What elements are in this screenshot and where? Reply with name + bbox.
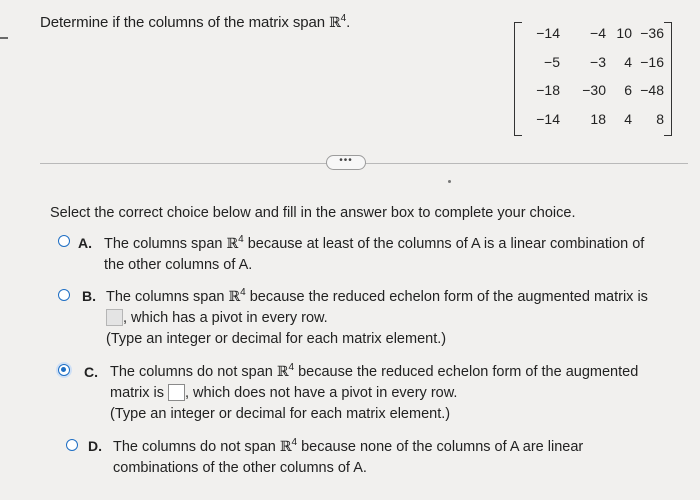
option-d-text: The columns do not span ℝ$^4$ because none of the columns of A are linear combinations of the other columns of A. — [113, 437, 584, 476]
matrix-cell: −5 — [544, 54, 560, 70]
matrix-cell: −4 — [590, 25, 606, 41]
matrix-cell: −18 — [536, 82, 560, 98]
answer-box-c[interactable] — [168, 384, 185, 401]
matrix-cell: 6 — [624, 82, 632, 98]
option-c-letter: C. — [84, 364, 98, 380]
left-edge-marker — [0, 37, 8, 39]
option-c-text: The columns do not span ℝ$^4$ because the reduced echelon form of the augmented matrix is , which does not have a pivot in every row. (Type an integer or decimal for each matrix element.) — [110, 362, 639, 422]
option-a-text: The columns span ℝ$^4$ because at least of the columns of A is a linear combination of the other columns of A. — [104, 234, 645, 273]
small-dot — [448, 180, 451, 183]
matrix-cell: −16 — [640, 54, 664, 70]
option-d-letter: D. — [88, 438, 102, 454]
more-options-button[interactable]: ••• — [326, 155, 366, 170]
question-prompt: Determine if the columns of the matrix span ℝ$^4$. — [40, 13, 351, 31]
option-a-letter: A. — [78, 235, 92, 251]
radio-option-b[interactable] — [58, 289, 70, 301]
matrix-cell: −48 — [640, 82, 664, 98]
matrix-cell: 4 — [624, 111, 632, 127]
matrix-cell: 18 — [590, 111, 606, 127]
coefficient-matrix — [514, 20, 672, 136]
matrix-cell: −14 — [536, 25, 560, 41]
matrix-cell: 10 — [616, 25, 632, 41]
option-b-letter: B. — [82, 288, 96, 304]
answer-box-b[interactable] — [106, 309, 123, 326]
matrix-cell: −14 — [536, 111, 560, 127]
matrix-row — [514, 82, 672, 104]
option-b-text: The columns span ℝ$^4$ because the reduced echelon form of the augmented matrix is , which has a pivot in every row. (Type an integer or decimal for each matrix element.) — [106, 287, 648, 347]
radio-option-d[interactable] — [66, 439, 78, 451]
matrix-cell: −3 — [590, 54, 606, 70]
matrix-cell: 8 — [656, 111, 664, 127]
matrix-row — [514, 54, 672, 76]
matrix-cell: −30 — [582, 82, 606, 98]
matrix-cell: −36 — [640, 25, 664, 41]
instruction-text: Select the correct choice below and fill in the answer box to complete your choice. — [50, 205, 576, 221]
matrix-row — [514, 25, 672, 47]
radio-option-a[interactable] — [58, 235, 70, 247]
radio-option-c[interactable] — [58, 364, 70, 376]
matrix-row — [514, 111, 672, 133]
matrix-cell: 4 — [624, 54, 632, 70]
